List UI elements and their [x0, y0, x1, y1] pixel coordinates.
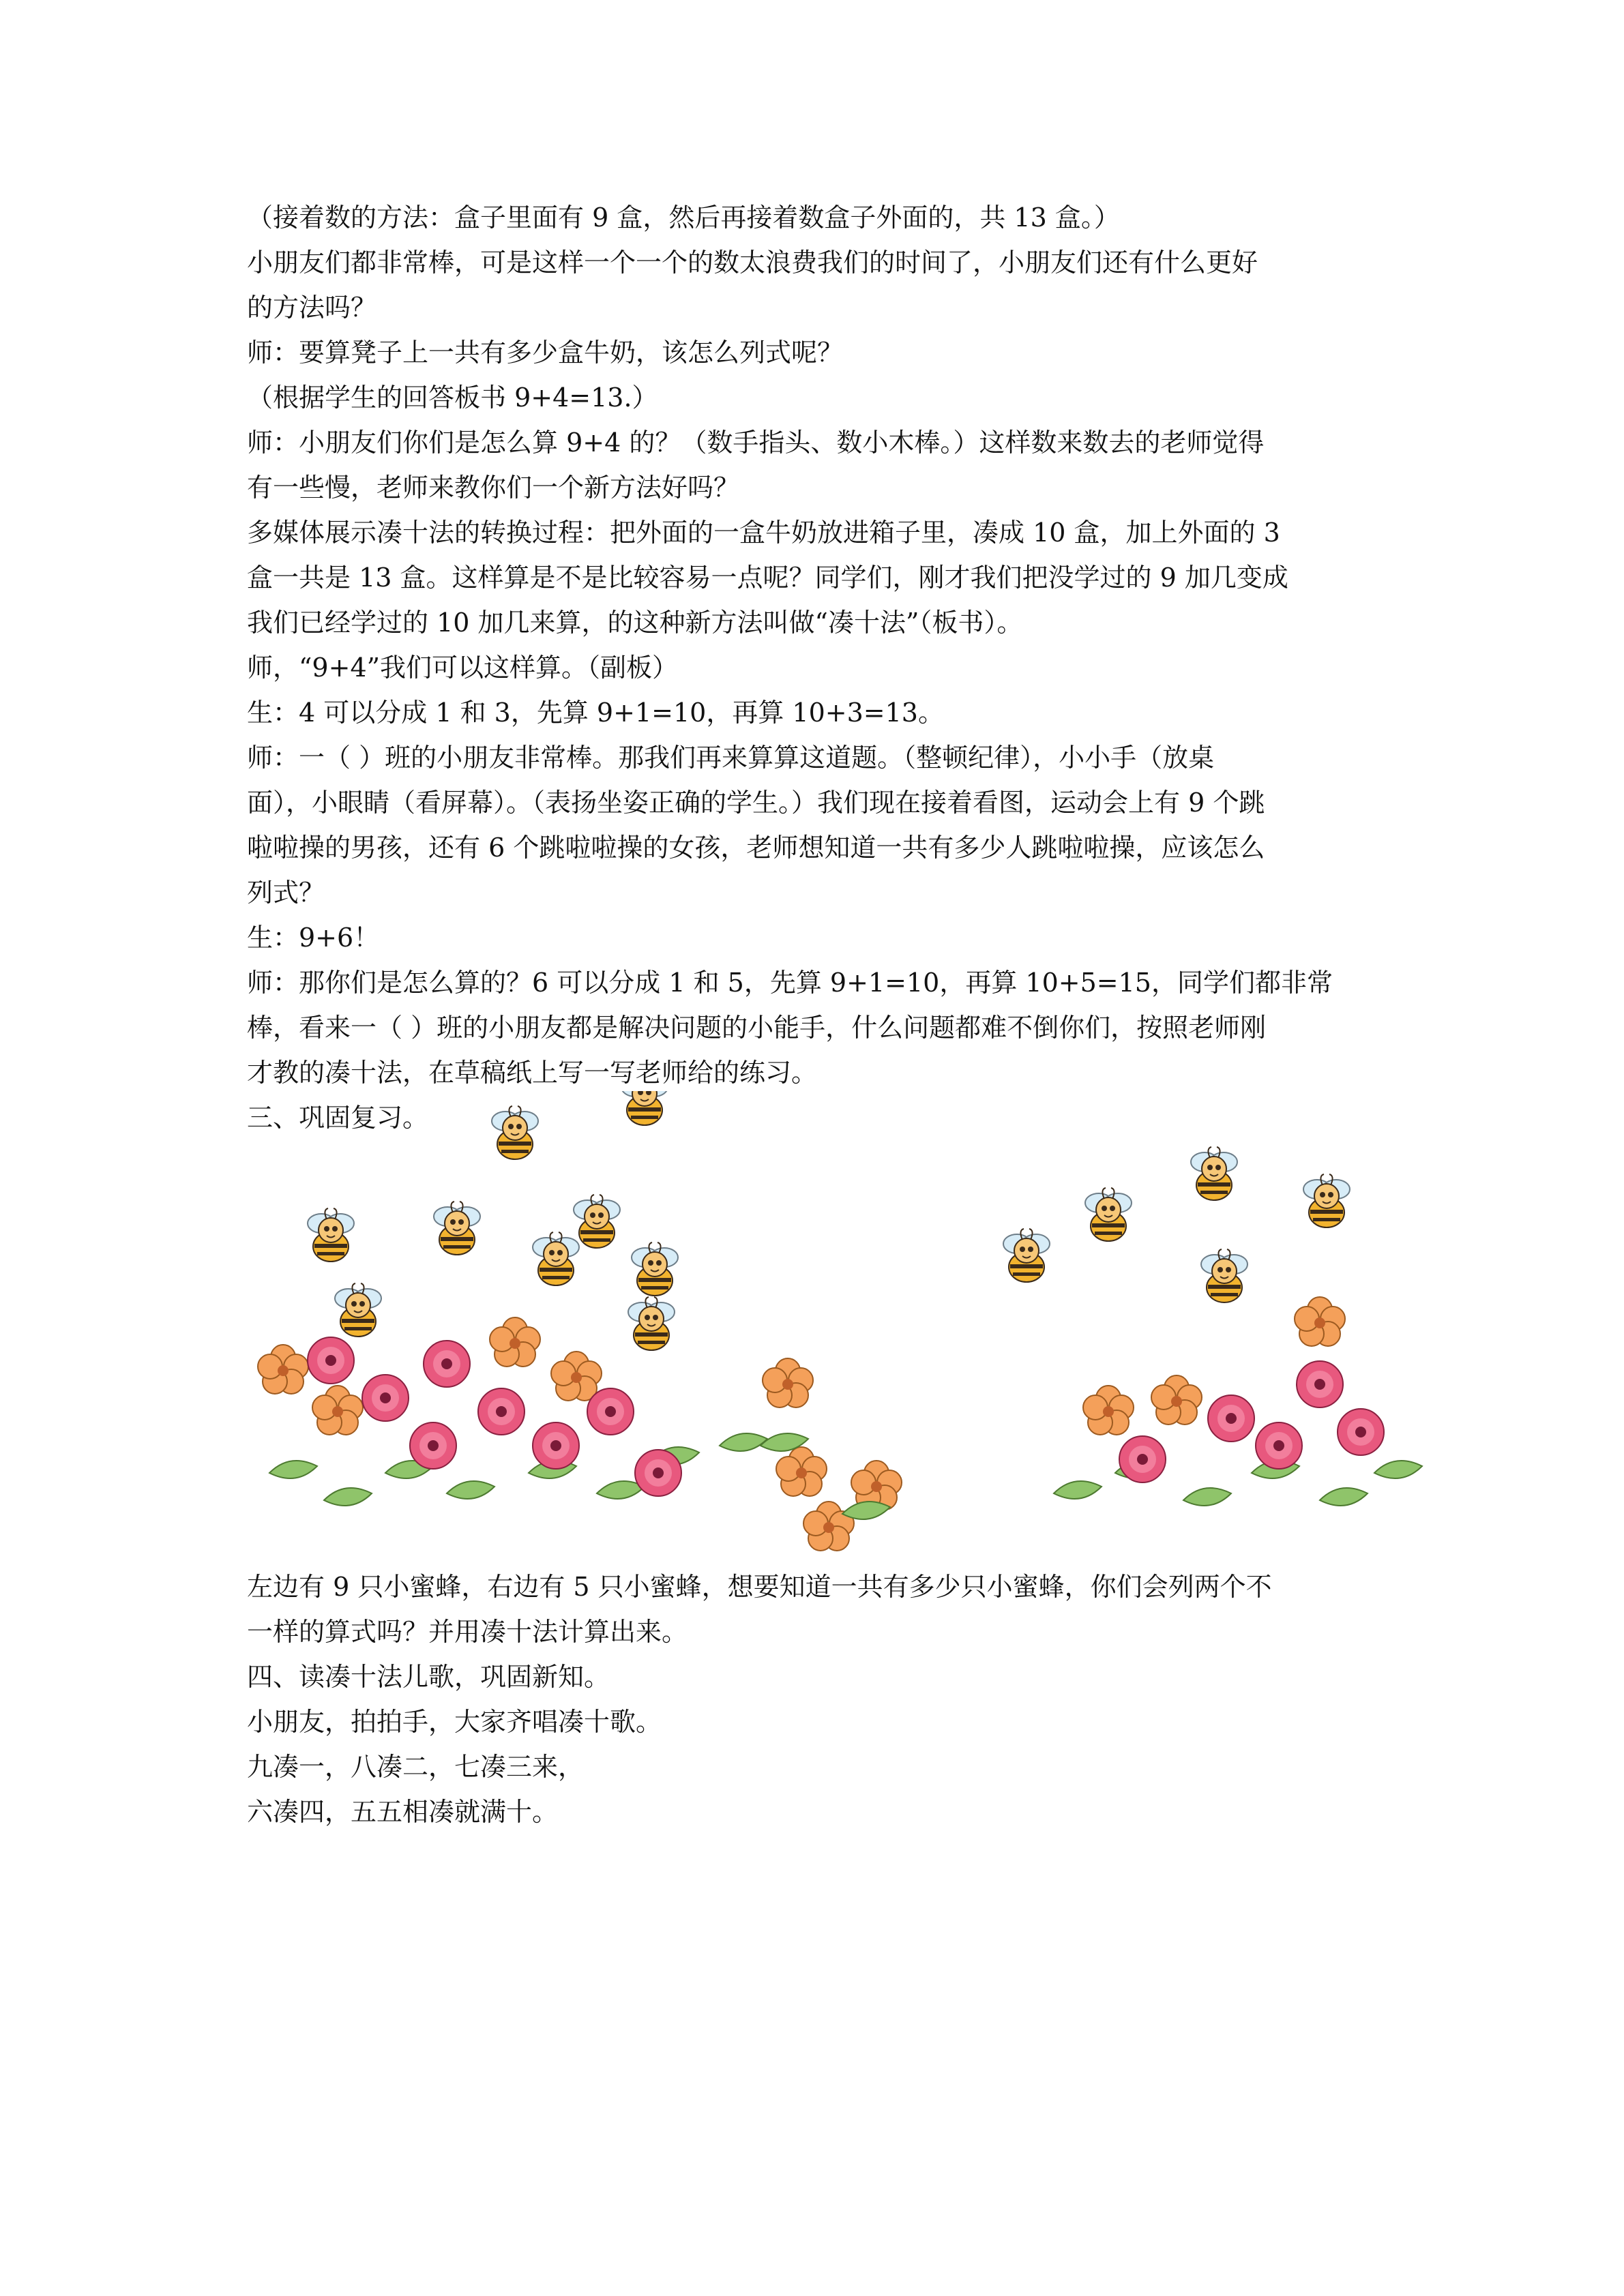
text-line: 左边有 9 只小蜜蜂，右边有 5 只小蜜蜂，想要知道一共有多少只小蜜蜂，你们会列两个不 — [247, 1572, 1272, 1602]
text-line: 四、读凑十法儿歌，巩固新知。 — [247, 1662, 610, 1692]
text-line: 生：9+6！ — [247, 923, 380, 953]
illustration-svg — [242, 1091, 1429, 1568]
bee-icon — [434, 1202, 480, 1255]
bee-icon — [492, 1106, 538, 1159]
text-line: 三、巩固复习。 — [247, 1103, 429, 1133]
bees-and-flowers-illustration — [242, 1091, 1429, 1568]
text-line: 九凑一，八凑二，七凑三来， — [247, 1752, 585, 1782]
left-flower-bed — [258, 1317, 902, 1551]
bee-icon — [308, 1208, 354, 1262]
text-line: 师：那你们是怎么算的？6 可以分成 1 和 5，先算 9+1=10，再算 10+5=15，同学们都非常 — [247, 968, 1333, 998]
text-line: 师：小朋友们你们是怎么算 9+4 的？（数手指头、数小木棒。）这样数来数去的老师觉得 — [247, 428, 1265, 458]
text-line: 多媒体展示凑十法的转换过程：把外面的一盒牛奶放进箱子里，凑成 10 盒，加上外面的 3 — [247, 518, 1280, 548]
text-line: 列式？ — [247, 878, 325, 908]
text-line: 才教的凑十法，在草稿纸上写一写老师给的练习。 — [247, 1058, 818, 1088]
text-line: 小朋友们都非常棒，可是这样一个一个的数太浪费我们的时间了，小朋友们还有什么更好 — [247, 248, 1258, 278]
bee-icon — [335, 1283, 381, 1337]
bee-icon — [632, 1242, 678, 1296]
bee-icon — [1191, 1147, 1237, 1200]
text-line: （接着数的方法：盒子里面有 9 盒，然后再接着数盒子外面的，共 13 盒。） — [247, 203, 1120, 233]
bee-icon — [1003, 1229, 1050, 1282]
bee-icon — [1303, 1174, 1350, 1227]
right-flower-bed — [1054, 1297, 1422, 1506]
text-line: 面），小眼睛（看屏幕）。（表扬坐姿正确的学生。）我们现在接着看图，运动会上有 9 个跳 — [247, 788, 1265, 818]
text-line: 棒，看来一（ ）班的小朋友都是解决问题的小能手，什么问题都难不倒你们，按照老师刚 — [247, 1013, 1267, 1043]
right-bee-group — [1003, 1147, 1350, 1302]
text-line: 我们已经学过的 10 加几来算，的这种新方法叫做“凑十法”（板书）。 — [247, 608, 1023, 638]
bee-icon — [574, 1195, 620, 1248]
bee-icon — [1085, 1188, 1132, 1241]
text-line: （根据学生的回答板书 9+4=13.） — [247, 383, 658, 413]
text-line: 师，“9+4”我们可以这样算。（副板） — [247, 653, 679, 683]
text-line: 一样的算式吗？并用凑十法计算出来。 — [247, 1617, 688, 1647]
text-line: 六凑四，五五相凑就满十。 — [247, 1797, 559, 1827]
text-line: 生：4 可以分成 1 和 3，先算 9+1=10，再算 10+3=13。 — [247, 698, 944, 728]
left-bee-group — [308, 1091, 678, 1350]
text-line: 盒一共是 13 盒。这样算是不是比较容易一点呢？同学们，刚才我们把没学过的 9 加几变成 — [247, 563, 1288, 593]
bee-icon — [621, 1091, 668, 1125]
text-line: 小朋友，拍拍手，大家齐唱凑十歌。 — [247, 1707, 662, 1737]
bee-icon — [533, 1232, 579, 1285]
text-line: 啦啦操的男孩，还有 6 个跳啦啦操的女孩，老师想知道一共有多少人跳啦啦操，应该怎么 — [247, 833, 1265, 863]
text-block-top — [247, 195, 1379, 1140]
text-line: 的方法吗？ — [247, 293, 377, 323]
bee-icon — [628, 1297, 675, 1350]
text-line: 师：要算凳子上一共有多少盒牛奶，该怎么列式呢？ — [247, 338, 844, 368]
text-line: 有一些慢，老师来教你们一个新方法好吗？ — [247, 473, 740, 503]
bee-icon — [1201, 1249, 1247, 1302]
text-line: 师：一（ ）班的小朋友非常棒。那我们再来算算这道题。（整顿纪律），小小手（放桌 — [247, 743, 1215, 773]
text-block-bottom — [247, 1564, 1379, 1834]
